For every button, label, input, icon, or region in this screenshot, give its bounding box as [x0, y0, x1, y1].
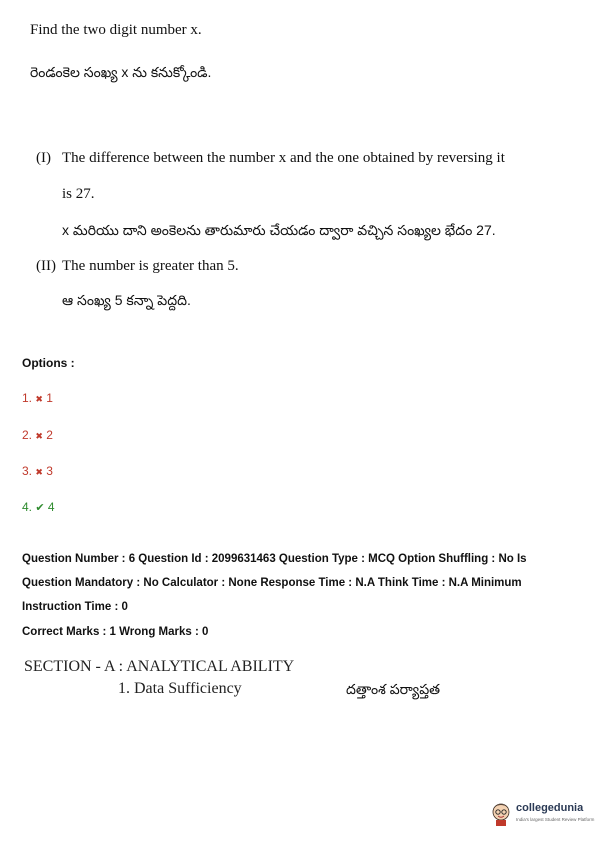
- option-3[interactable]: [22, 464, 53, 478]
- question-prompt-te: రెండంకెల సంఖ్య x ను కనుక్కోండి.: [30, 64, 212, 80]
- option-number: 1.: [22, 391, 33, 405]
- option-2[interactable]: [22, 428, 53, 442]
- logo-name: collegedunia: [516, 802, 584, 814]
- options-title: Options :: [22, 356, 75, 370]
- option-value: 4: [47, 500, 55, 514]
- mascot-icon: [490, 800, 512, 826]
- statement1-label: (I): [36, 150, 51, 166]
- option-value: 3: [46, 464, 53, 478]
- meta-line-1: Question Number : 6 Question Id : 2099631463 Question Type : MCQ Option Shuffling : No Is: [22, 553, 527, 565]
- correct-check-icon: ✔: [35, 502, 45, 514]
- section-title: SECTION - A : ANALYTICAL ABILITY: [24, 658, 295, 675]
- option-4[interactable]: [22, 500, 55, 514]
- statement2-text-te: ఆ సంఖ్య 5 కన్నా పెద్దది.: [62, 292, 191, 308]
- section-subtitle-te: దత్తాంశ పర్యాప్తత: [346, 681, 441, 697]
- statement2-text-en: The number is greater than 5.: [62, 258, 239, 274]
- wrong-mark-icon: ✖: [35, 394, 43, 404]
- statement1-text-te: x మరియు దాని అంకెలను తారుమారు చేయడం ద్వారా వచ్చిన సంఖ్యల భేదం 27.: [62, 222, 496, 238]
- statement1-text-en-1: The difference between the number x and the one obtained by reversing it: [62, 150, 505, 166]
- logo-tagline: India's largest Student Review Platform: [516, 817, 595, 822]
- section-subtitle: 1. Data Sufficiency: [118, 680, 242, 697]
- option-number: 3.: [22, 464, 33, 478]
- wrong-mark-icon: ✖: [35, 431, 43, 441]
- meta-line-2: Question Mandatory : No Calculator : None Response Time : N.A Think Time : N.A Minimum: [22, 577, 522, 589]
- statement2-label: (II): [36, 258, 56, 274]
- question-prompt-en: Find the two digit number x.: [30, 22, 202, 38]
- option-number: 2.: [22, 428, 33, 442]
- option-1[interactable]: [22, 391, 53, 405]
- meta-line-3: Instruction Time : 0: [22, 601, 128, 613]
- wrong-mark-icon: ✖: [35, 467, 43, 477]
- meta-line-4: Correct Marks : 1 Wrong Marks : 0: [22, 626, 209, 638]
- option-value: 1: [46, 391, 53, 405]
- option-number: 4.: [22, 500, 33, 514]
- collegedunia-logo: [490, 798, 595, 832]
- statement1-text-en-2: is 27.: [62, 186, 95, 202]
- option-value: 2: [46, 428, 53, 442]
